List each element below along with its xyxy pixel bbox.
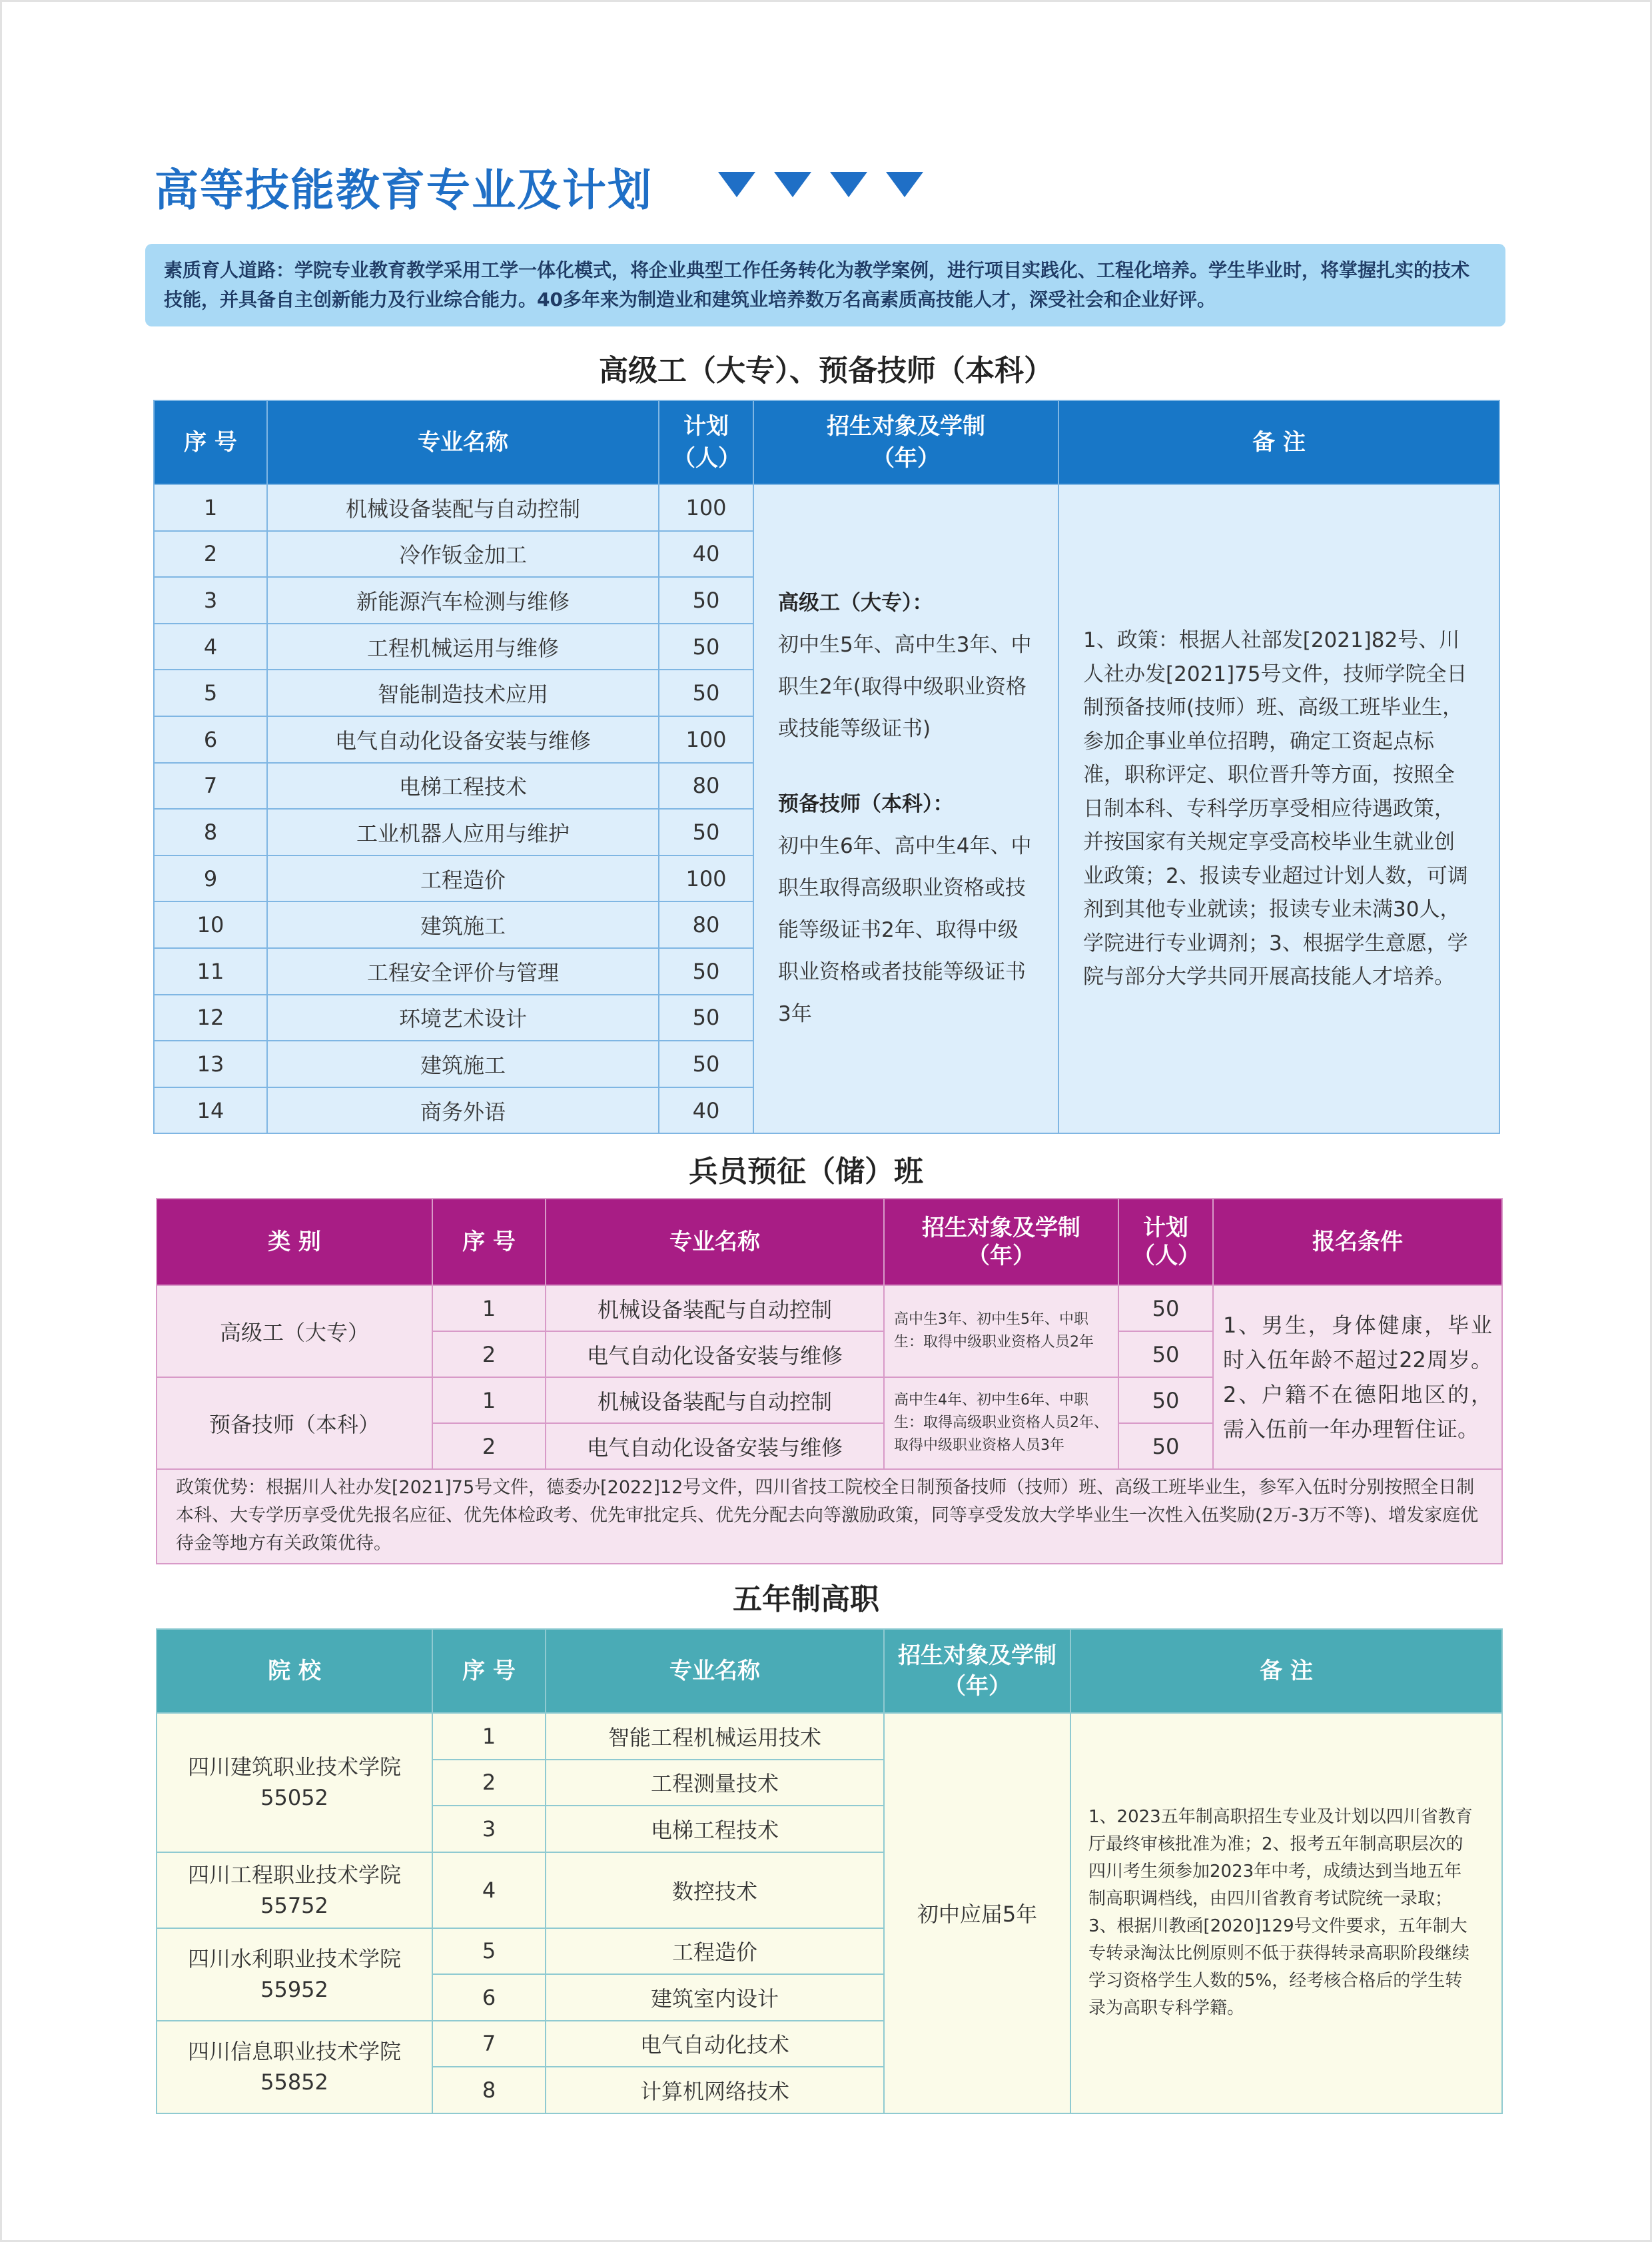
target-cell: 高中生3年、初中生5年、中职生：取得中级职业资格人员2年	[884, 1285, 1118, 1377]
major-name-cell: 机械设备装配与自动控制	[267, 484, 659, 531]
title-decoration	[718, 172, 923, 197]
section3-table	[156, 1628, 1503, 2114]
school-name: 四川工程职业技术学院	[187, 1862, 401, 1888]
category-cell: 高级工（大专）	[157, 1285, 432, 1377]
school-code: 55952	[260, 1977, 328, 2002]
plan-cell: 50	[1118, 1377, 1213, 1423]
header-cell	[1118, 1199, 1213, 1285]
major-name-cell: 建筑室内设计	[546, 1974, 884, 2021]
header-cell: 备 注	[1058, 400, 1499, 484]
number-cell: 8	[154, 809, 267, 855]
major-name-cell: 电梯工程技术	[267, 763, 659, 810]
plan-cell: 50	[659, 670, 753, 716]
header-cell	[884, 1629, 1070, 1713]
target-text: 初中生6年、高中生4年、中职生取得高级职业资格或技能等级证书2年、取得中级职业资格或者技能等级证书3年	[778, 834, 1032, 1027]
school-name: 四川建筑职业技术学院	[187, 1754, 401, 1780]
number-cell: 8	[432, 2067, 546, 2113]
header-cell	[884, 1199, 1118, 1285]
major-name-cell: 电气自动化技术	[546, 2021, 884, 2067]
plan-cell: 80	[659, 763, 753, 810]
major-name-cell: 电气自动化设备安装与维修	[546, 1423, 884, 1469]
plan-cell: 50	[1118, 1331, 1213, 1377]
header-cell: 专业名称	[546, 1199, 884, 1285]
school-cell	[157, 1928, 432, 2021]
section1-title: 高级工（大专）、预备技师（本科）	[599, 354, 1053, 388]
plan-cell: 50	[1118, 1285, 1213, 1331]
section2-table	[156, 1198, 1503, 1564]
major-name-cell: 数控技术	[546, 1852, 884, 1928]
triangle-icon	[886, 172, 923, 197]
number-cell: 6	[154, 716, 267, 763]
header-text: 招生对象及学制（年）	[827, 413, 985, 472]
conditions-cell: 1、男生，身体健康，毕业时入伍年龄不超过22周岁。2、户籍不在德阳地区的，需入伍前一年办理暂住证。	[1213, 1285, 1502, 1469]
major-name-cell: 电气自动化设备安装与维修	[267, 716, 659, 763]
header-cell	[659, 400, 753, 484]
table-row	[154, 484, 1499, 531]
target-cell	[753, 484, 1058, 1133]
school-name: 四川信息职业技术学院	[187, 2039, 401, 2064]
major-name-cell: 工业机器人应用与维护	[267, 809, 659, 855]
triangle-icon	[774, 172, 811, 197]
school-name: 四川水利职业技术学院	[187, 1946, 401, 1971]
plan-cell: 50	[659, 995, 753, 1041]
school-cell	[157, 1713, 432, 1852]
remarks-cell: 1、2023五年制高职招生专业及计划以四川省教育厅最终审核批准为准；2、报考五年制高职层次的四川考生须参加2023年中考，成绩达到当地五年制高职调档线，由四川省教育考试院统一录取；3、根据川教函[2020]129号文件要求，五年制大专转录淘汰比例原则不低于获得转录高职阶段继续学习资格学生人数的5%，经考核合格后的学生转录为高职专科学籍。	[1070, 1713, 1502, 2113]
table-header-row	[157, 1199, 1502, 1285]
number-cell: 12	[154, 995, 267, 1041]
plan-cell: 100	[659, 855, 753, 902]
number-cell: 5	[154, 670, 267, 716]
header-text: 招生对象及学制（年）	[922, 1215, 1080, 1269]
header-text: 招生对象及学制（年）	[898, 1642, 1056, 1700]
school-code: 55052	[260, 1785, 328, 1811]
number-cell: 4	[154, 624, 267, 670]
number-cell: 13	[154, 1041, 267, 1087]
header-text: 计划（人）	[1132, 1215, 1200, 1269]
policy-row	[157, 1469, 1502, 1564]
number-cell: 1	[432, 1377, 546, 1423]
plan-cell: 50	[659, 624, 753, 670]
plan-cell: 100	[659, 716, 753, 763]
number-cell: 1	[154, 484, 267, 531]
school-code: 55852	[260, 2069, 328, 2095]
target-cell: 高中生4年、初中生6年、中职生：取得高级职业资格人员2年、取得中级职业资格人员3年	[884, 1377, 1118, 1469]
school-code: 55752	[260, 1892, 328, 1918]
major-name-cell: 工程安全评价与管理	[267, 948, 659, 995]
number-cell: 6	[432, 1974, 546, 2021]
plan-cell: 100	[659, 484, 753, 531]
number-cell: 3	[432, 1806, 546, 1852]
number-cell: 2	[432, 1760, 546, 1806]
major-name-cell: 环境艺术设计	[267, 995, 659, 1041]
plan-cell: 40	[659, 531, 753, 578]
number-cell: 10	[154, 901, 267, 948]
table-header-row	[154, 400, 1499, 484]
table-header-row	[157, 1629, 1502, 1713]
major-name-cell: 智能工程机械运用技术	[546, 1713, 884, 1760]
header-cell: 序 号	[432, 1199, 546, 1285]
number-cell: 2	[154, 531, 267, 578]
section1-table	[153, 400, 1500, 1134]
major-name-cell: 工程造价	[267, 855, 659, 902]
header-cell: 专业名称	[267, 400, 659, 484]
header-text: 计划（人）	[673, 413, 741, 472]
major-name-cell: 新能源汽车检测与维修	[267, 577, 659, 624]
plan-cell: 50	[659, 809, 753, 855]
header-cell: 专业名称	[546, 1629, 884, 1713]
major-name-cell: 商务外语	[267, 1087, 659, 1134]
number-cell: 1	[432, 1285, 546, 1331]
policy-cell: 政策优势：根据川人社办发[2021]75号文件，德委办[2022]12号文件，四川省技工院校全日制预备技师（技师）班、高级工班毕业生，参军入伍时分别按照全日制本科、大专学历享受优先报名应征、优先体检政考、优先审批定兵、优先分配去向等激励政策，同等享受发放大学毕业生一次性入伍奖励(2万-3万不等)、增发家庭优待金等地方有关政策优待。	[157, 1469, 1502, 1564]
page-title: 高等技能教育专业及计划	[155, 165, 653, 216]
header-cell: 备 注	[1070, 1629, 1502, 1713]
number-cell: 2	[432, 1331, 546, 1377]
major-name-cell: 电梯工程技术	[546, 1806, 884, 1852]
major-name-cell: 建筑施工	[267, 901, 659, 948]
header-cell: 报名条件	[1213, 1199, 1502, 1285]
major-name-cell: 计算机网络技术	[546, 2067, 884, 2113]
major-name-cell: 建筑施工	[267, 1041, 659, 1087]
plan-cell: 40	[659, 1087, 753, 1134]
number-cell: 3	[154, 577, 267, 624]
plan-cell: 80	[659, 901, 753, 948]
major-name-cell: 机械设备装配与自动控制	[546, 1285, 884, 1331]
major-name-cell: 工程造价	[546, 1928, 884, 1975]
major-name-cell: 智能制造技术应用	[267, 670, 659, 716]
triangle-icon	[830, 172, 867, 197]
plan-cell: 50	[659, 1041, 753, 1087]
plan-cell: 50	[659, 577, 753, 624]
major-name-cell: 机械设备装配与自动控制	[546, 1377, 884, 1423]
header-cell: 类 别	[157, 1199, 432, 1285]
table-row	[157, 1713, 1502, 1760]
major-name-cell: 工程测量技术	[546, 1760, 884, 1806]
major-name-cell: 工程机械运用与维修	[267, 624, 659, 670]
number-cell: 7	[432, 2021, 546, 2067]
plan-cell: 50	[659, 948, 753, 995]
major-name-cell: 冷作钣金加工	[267, 531, 659, 578]
spacer	[778, 750, 1034, 784]
section2-title: 兵员预征（储）班	[689, 1155, 923, 1189]
number-cell: 2	[432, 1423, 546, 1469]
target-cell: 初中应届5年	[884, 1713, 1070, 2113]
table-row	[157, 1285, 1502, 1331]
intro-box: 素质育人道路：学院专业教育教学采用工学一体化模式，将企业典型工作任务转化为教学案例，进行项目实践化、工程化培养。学生毕业时，将掌握扎实的技术技能，并具备自主创新能力及行业综合能力。40多年来为制造业和建筑业培养数万名高素质高技能人才，深受社会和企业好评。	[145, 244, 1505, 326]
number-cell: 14	[154, 1087, 267, 1134]
section3-title: 五年制高职	[733, 1582, 879, 1616]
number-cell: 9	[154, 855, 267, 902]
plan-cell: 50	[1118, 1423, 1213, 1469]
category-cell: 预备技师（本科）	[157, 1377, 432, 1469]
triangle-icon	[718, 172, 755, 197]
number-cell: 1	[432, 1713, 546, 1760]
remarks-cell: 1、政策：根据人社部发[2021]82号、川人社办发[2021]75号文件，技师学院全日制预备技师(技师）班、高级工班毕业生，参加企事业单位招聘，确定工资起点标准，职称评定、职位晋升等方面，按照全日制本科、专科学历享受相应待遇政策，并按国家有关规定享受高校毕业生就业创业政策；2、报读专业超过计划人数，可调剂到其他专业就读；报读专业未满30人，学院进行专业调剂；3、根据学生意愿，学院与部分大学共同开展高技能人才培养。	[1058, 484, 1499, 1133]
target-label: 高级工（大专）：	[778, 591, 933, 616]
header-cell: 院 校	[157, 1629, 432, 1713]
header-cell: 序 号	[154, 400, 267, 484]
number-cell: 7	[154, 763, 267, 810]
number-cell: 5	[432, 1928, 546, 1975]
header-cell	[753, 400, 1058, 484]
school-cell	[157, 1852, 432, 1928]
number-cell: 4	[432, 1852, 546, 1928]
major-name-cell: 电气自动化设备安装与维修	[546, 1331, 884, 1377]
number-cell: 11	[154, 948, 267, 995]
target-label: 预备技师（本科）：	[778, 792, 954, 817]
header-cell: 序 号	[432, 1629, 546, 1713]
target-text: 初中生5年、高中生3年、中职生2年(取得中级职业资格或技能等级证书)	[778, 633, 1032, 742]
school-cell	[157, 2021, 432, 2113]
